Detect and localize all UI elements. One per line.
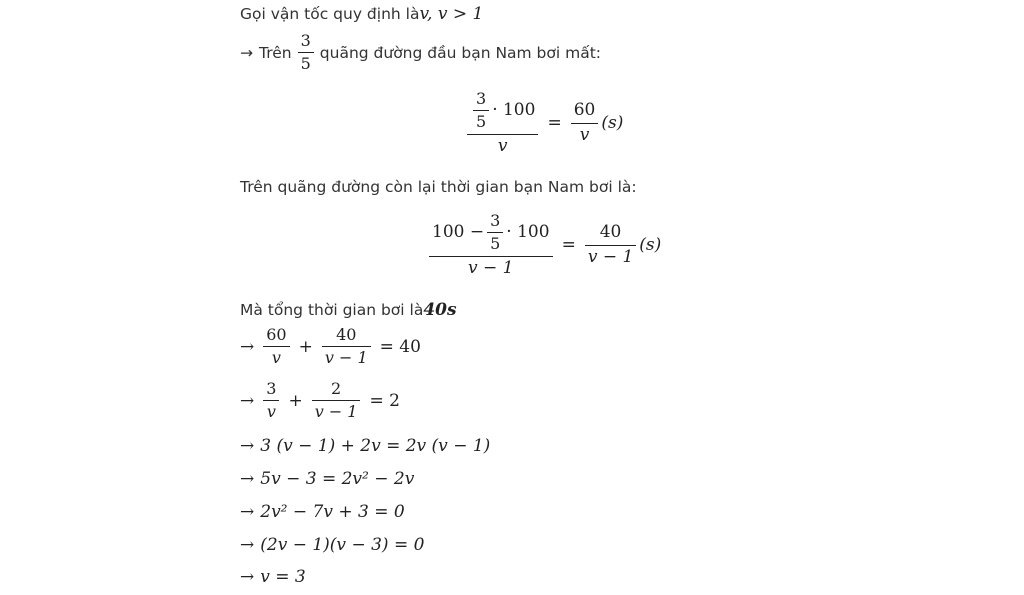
fraction-bar — [473, 110, 489, 111]
eq1-inner-denominator: 5 — [476, 112, 487, 132]
total-line — [240, 300, 457, 320]
eq1-unit: (s) — [601, 113, 624, 134]
segment1-line — [240, 32, 601, 74]
eq1-lhs-numerator — [467, 90, 538, 132]
eq2-rhs-fraction — [585, 223, 636, 267]
eq1-rhs-numerator: 60 — [573, 100, 596, 121]
eq1-rhs-denominator: v — [579, 124, 590, 145]
step6-expression: (2v − 1)(v − 3) = 0 — [260, 535, 425, 555]
total-text: Mà tổng thời gian bơi là — [240, 301, 424, 319]
arrow-icon: → — [240, 390, 255, 411]
step-6 — [240, 535, 424, 555]
total-math: 40s — [423, 300, 457, 320]
eq2-lhs-fraction — [429, 212, 553, 278]
step1-b-numerator: 40 — [336, 325, 357, 344]
step-4 — [240, 469, 414, 489]
eq2-lhs-numerator — [429, 212, 553, 254]
step2-b-denominator: v − 1 — [314, 402, 358, 422]
eq2-inner-numerator: 3 — [490, 211, 501, 230]
arrow-icon: → — [240, 567, 255, 587]
eq2-inner-fraction — [487, 212, 503, 254]
fraction-bar — [487, 232, 503, 233]
intro-math: v, v > 1 — [419, 4, 484, 24]
fraction-bar — [312, 400, 361, 401]
equals-sign: = — [561, 235, 576, 256]
segment2-line — [240, 178, 637, 196]
step1-rhs: = 40 — [379, 336, 421, 357]
step7-expression: v = 3 — [260, 567, 306, 587]
step2-a-numerator: 3 — [266, 379, 277, 398]
equation-2 — [426, 212, 661, 278]
fraction-bar — [263, 400, 279, 401]
step-3 — [240, 436, 490, 456]
step1-a-numerator: 60 — [266, 325, 287, 344]
fraction-denominator: 5 — [300, 54, 311, 74]
intro-text: Gọi vận tốc quy định là — [240, 5, 420, 23]
fraction-bar — [429, 256, 553, 257]
eq2-rhs-numerator: 40 — [599, 222, 622, 243]
equation-1 — [464, 90, 623, 156]
step5-expression: 2v² − 7v + 3 = 0 — [260, 502, 405, 522]
step1-b-denominator: v − 1 — [324, 348, 368, 368]
fraction-numerator: 3 — [300, 31, 311, 50]
step1-fraction-b — [322, 326, 371, 368]
eq1-times: · 100 — [492, 100, 536, 121]
intro-line — [240, 4, 483, 24]
step1-a-denominator: v — [271, 348, 281, 368]
segment1-post: quãng đường đầu bạn Nam bơi mất: — [319, 43, 602, 62]
eq2-unit: (s) — [639, 235, 662, 256]
arrow-icon: → — [240, 43, 253, 62]
fraction-bar — [298, 52, 314, 53]
eq2-rhs-denominator: v − 1 — [587, 246, 634, 267]
step-2 — [240, 380, 400, 422]
segment2-text: Trên quãng đường còn lại thời gian bạn Nam bơi là: — [240, 178, 637, 196]
eq1-inner-fraction — [473, 90, 489, 132]
arrow-icon: → — [240, 469, 255, 489]
step-1 — [240, 326, 421, 368]
step2-a-denominator: v — [266, 402, 276, 422]
eq1-rhs-fraction — [571, 101, 599, 145]
eq2-times: · 100 — [506, 222, 550, 243]
fraction — [298, 32, 314, 74]
arrow-icon: → — [240, 535, 255, 555]
eq2-lead: 100 − — [432, 222, 485, 243]
step2-b-numerator: 2 — [330, 379, 342, 398]
plus-sign: + — [298, 336, 313, 357]
step2-rhs: = 2 — [369, 390, 400, 411]
eq1-inner-numerator: 3 — [476, 89, 487, 108]
step3-expression: 3 (v − 1) + 2v = 2v (v − 1) — [260, 436, 491, 456]
fraction-bar — [571, 123, 599, 124]
eq2-lhs-denominator: v − 1 — [468, 257, 514, 278]
step-7 — [240, 567, 306, 587]
eq1-lhs-fraction — [467, 90, 538, 156]
fraction-bar — [467, 134, 538, 135]
step1-fraction-a — [263, 326, 289, 368]
arrow-icon: → — [240, 336, 255, 357]
step-5 — [240, 502, 405, 522]
equals-sign: = — [547, 113, 562, 134]
arrow-icon: → — [240, 502, 255, 522]
segment1-pre: Trên — [259, 43, 292, 62]
step2-fraction-b — [312, 380, 361, 422]
eq1-lhs-denominator: v — [497, 135, 508, 156]
eq2-inner-denominator: 5 — [490, 234, 501, 254]
plus-sign: + — [288, 390, 303, 411]
fraction-bar — [263, 346, 289, 347]
arrow-icon: → — [240, 436, 255, 456]
fraction-bar — [322, 346, 371, 347]
step4-expression: 5v − 3 = 2v² − 2v — [260, 469, 415, 489]
fraction-bar — [585, 245, 636, 246]
step2-fraction-a — [263, 380, 279, 422]
